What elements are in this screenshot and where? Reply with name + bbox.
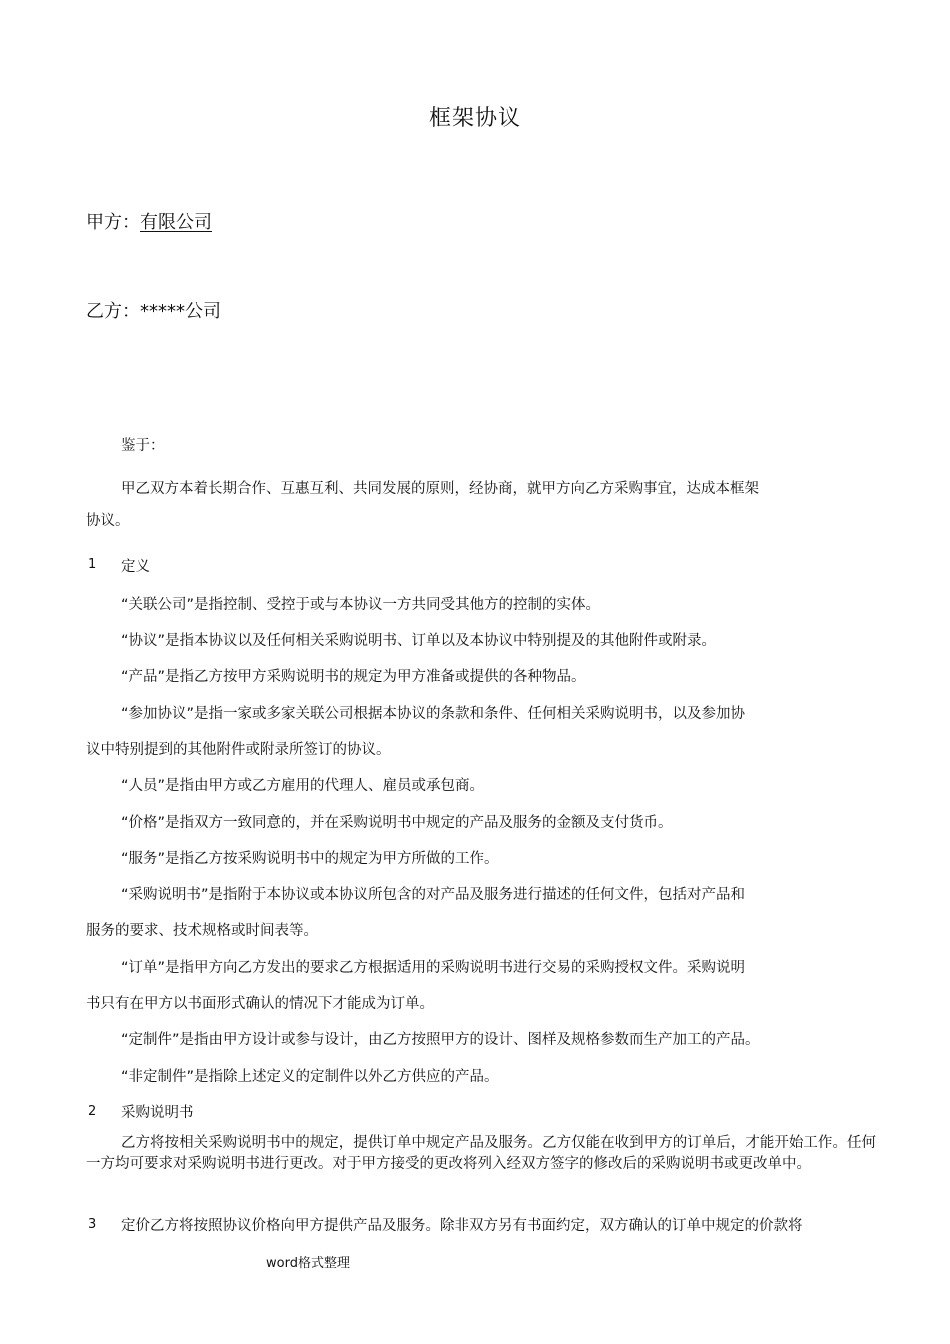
party-b-label: 乙方： [86, 301, 140, 322]
section-3-text: 定价乙方将按照协议价格向甲方提供产品及服务。除非双方另有书面约定，双方确认的订单中规定的价款将 [121, 1218, 803, 1234]
definition-line: “协议”是指本协议以及任何相关采购说明书、订单以及本协议中特别提及的其他附件或附录。 [121, 633, 717, 649]
definition-line: “关联公司”是指控制、受控于或与本协议一方共同受其他方的控制的实体。 [121, 597, 601, 613]
section-1-heading: 定义 [121, 559, 150, 575]
definition-line: 议中特别提到的其他附件或附录所签订的协议。 [86, 742, 391, 758]
definition-line: “服务”是指乙方按采购说明书中的规定为甲方所做的工作。 [121, 851, 499, 867]
definition-line: 服务的要求、技术规格或时间表等。 [86, 923, 318, 939]
definition-line: “订单”是指甲方向乙方发出的要求乙方根据适用的采购说明书进行交易的采购授权文件。采购说明 [121, 960, 746, 976]
preamble-line-1: 甲乙双方本着长期合作、互惠互利、共同发展的原则，经协商，就甲方向乙方采购事宜，达成本框架 [121, 481, 759, 497]
definition-line: “定制件”是指由甲方设计或参与设计，由乙方按照甲方的设计、图样及规格参数而生产加工的产品。 [121, 1032, 760, 1048]
preamble-line-2: 协议。 [86, 513, 130, 529]
section-2-heading: 采购说明书 [121, 1105, 194, 1121]
section-2-body: 乙方将按相关采购说明书中的规定，提供订单中规定产品及服务。乙方仅能在收到甲方的订单后，才能开始工作。任何一方均可要求对采购说明书进行更改。对于甲方接受的更改将列入经双方签字的修改后的采购说明书或更改单中。 [86, 1135, 876, 1172]
party-b [86, 297, 221, 323]
party-b-name: *****公司 [140, 301, 221, 322]
definition-line: “参加协议”是指一家或多家关联公司根据本协议的条款和条件、任何相关采购说明书，以及参加协 [121, 706, 746, 722]
definition-line: “人员”是指由甲方或乙方雇用的代理人、雇员或承包商。 [121, 778, 485, 794]
party-a-name: 有限公司 [140, 212, 212, 233]
definition-line: “价格”是指双方一致同意的，并在采购说明书中规定的产品及服务的金额及支付货币。 [121, 815, 673, 831]
party-a [86, 208, 212, 234]
definition-line: “非定制件”是指除上述定义的定制件以外乙方供应的产品。 [121, 1069, 499, 1085]
section-2-number: 2 [88, 1104, 97, 1119]
document-title: 框架协议 [428, 106, 521, 131]
section-3-number: 3 [88, 1217, 97, 1232]
definition-line: “产品”是指乙方按甲方采购说明书的规定为甲方准备或提供的各种物品。 [121, 669, 586, 685]
definition-line: 书只有在甲方以书面形式确认的情况下才能成为订单。 [86, 996, 434, 1012]
party-a-label: 甲方： [86, 212, 140, 233]
section-1-number: 1 [88, 557, 97, 572]
page-footer: word格式整理 [266, 1256, 350, 1271]
definition-line: “采购说明书”是指附于本协议或本协议所包含的对产品及服务进行描述的任何文件，包括对产品和 [121, 887, 746, 903]
whereas-label: 鉴于： [121, 438, 165, 454]
